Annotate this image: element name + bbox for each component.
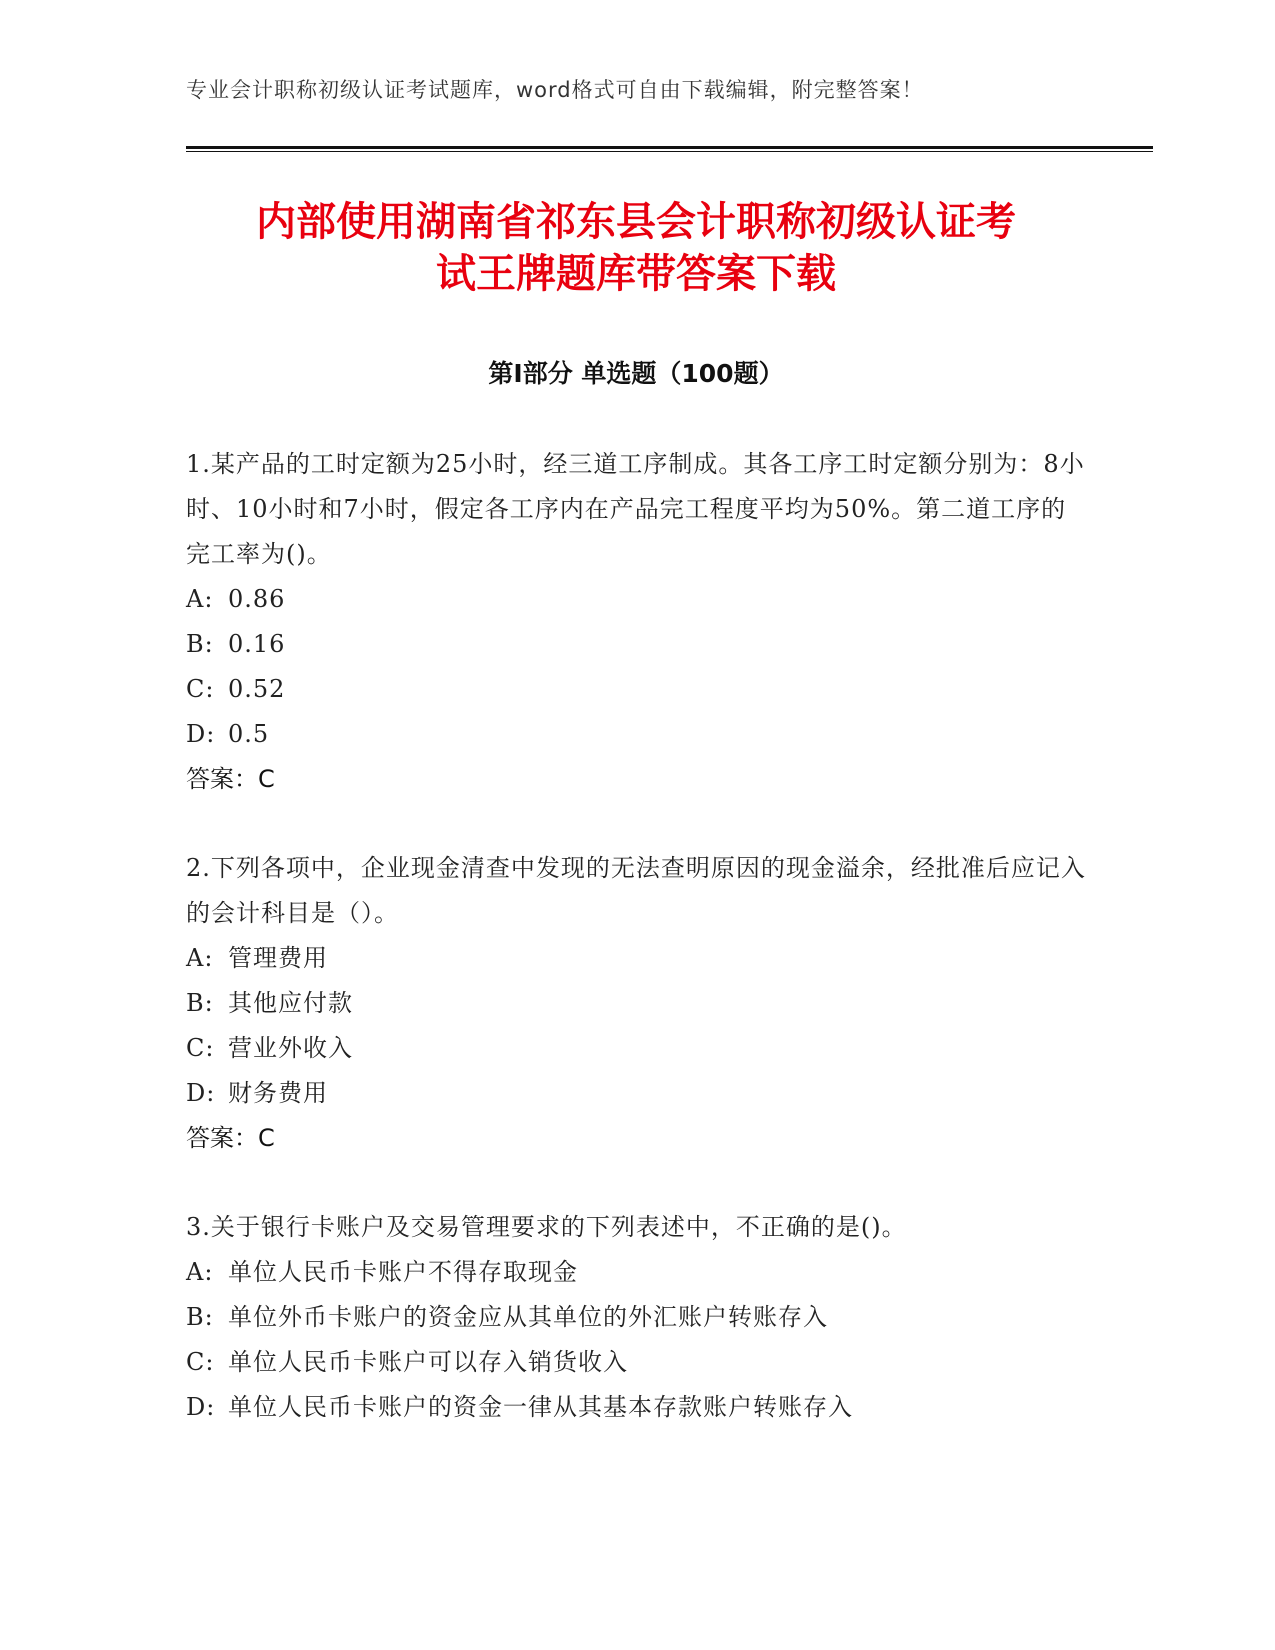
- option-letter: C:: [186, 1348, 215, 1376]
- option-letter: B:: [186, 989, 214, 1017]
- option-letter: A:: [186, 944, 214, 972]
- question-stem: 2.下列各项中，企业现金清查中发现的无法查明原因的现金溢余，经批准后应记入的会计科目是（）。: [186, 854, 1086, 927]
- question-2: [186, 846, 1086, 1161]
- option-text: 单位外币卡账户的资金应从其单位的外汇账户转账存入: [228, 1303, 828, 1331]
- option-c: [186, 1340, 1086, 1385]
- option-letter: C:: [186, 675, 215, 703]
- document-title-line-1: 内部使用湖南省祁东县会计职称初级认证考: [256, 199, 1016, 245]
- option-text: 0.16: [228, 630, 286, 658]
- option-d: [186, 712, 1086, 757]
- question-3: [186, 1205, 1086, 1430]
- option-text: 单位人民币卡账户不得存取现金: [228, 1258, 578, 1286]
- option-b: [186, 1295, 1086, 1340]
- header-note: 专业会计职称初级认证考试题库，word格式可自由下载编辑，附完整答案！: [186, 78, 924, 102]
- question-stem: 3.关于银行卡账户及交易管理要求的下列表述中，不正确的是()。: [186, 1213, 907, 1241]
- option-b: [186, 622, 1086, 667]
- option-b: [186, 981, 1086, 1026]
- option-text: 0.5: [228, 720, 270, 748]
- option-letter: D:: [186, 1079, 216, 1107]
- header-divider-thin: [186, 151, 1153, 152]
- option-a: [186, 1250, 1086, 1295]
- option-c: [186, 667, 1086, 712]
- option-text: 营业外收入: [228, 1034, 353, 1062]
- section-title: 第Ⅰ部分 单选题（100题）: [488, 359, 784, 388]
- header-divider-thick: [186, 146, 1153, 149]
- answer-label: 答案：C: [186, 1124, 275, 1152]
- option-letter: D:: [186, 720, 216, 748]
- option-c: [186, 1026, 1086, 1071]
- option-letter: D:: [186, 1393, 216, 1421]
- option-d: [186, 1071, 1086, 1116]
- option-a: [186, 577, 1086, 622]
- option-letter: B:: [186, 630, 214, 658]
- question-1: [186, 442, 1086, 802]
- option-text: 管理费用: [228, 944, 328, 972]
- answer-label: 答案：C: [186, 765, 275, 793]
- option-text: 财务费用: [228, 1079, 328, 1107]
- option-letter: B:: [186, 1303, 214, 1331]
- option-letter: C:: [186, 1034, 215, 1062]
- document-title-line-2: 试王牌题库带答案下载: [436, 251, 836, 297]
- option-text: 0.52: [228, 675, 286, 703]
- question-list: [186, 442, 1086, 1474]
- option-letter: A:: [186, 1258, 214, 1286]
- option-text: 0.86: [228, 585, 286, 613]
- option-letter: A:: [186, 585, 214, 613]
- document-title: [186, 196, 1086, 300]
- option-a: [186, 936, 1086, 981]
- option-text: 单位人民币卡账户的资金一律从其基本存款账户转账存入: [228, 1393, 853, 1421]
- option-text: 单位人民币卡账户可以存入销货收入: [228, 1348, 628, 1376]
- option-d: [186, 1385, 1086, 1430]
- question-stem: 1.某产品的工时定额为25小时，经三道工序制成。其各工序工时定额分别为：8小时、10小时和7小时，假定各工序内在产品完工程度平均为50%。第二道工序的完工率为()。: [186, 450, 1085, 568]
- option-text: 其他应付款: [228, 989, 353, 1017]
